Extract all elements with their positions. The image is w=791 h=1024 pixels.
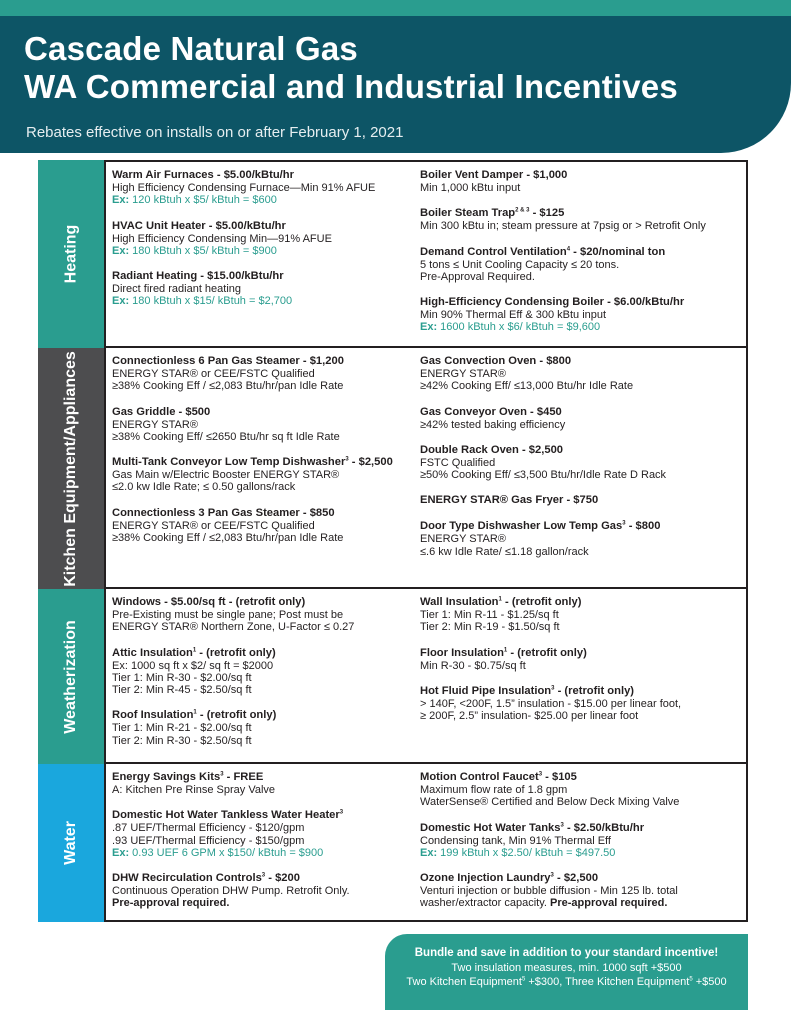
- section-label-heating: Heating: [38, 160, 104, 348]
- incentives-table: [38, 160, 748, 922]
- incentive-title: High-Efficiency Condensing Boiler - $6.00/kBtu/hr: [420, 296, 685, 309]
- incentive-title: Gas Convection Oven - $800: [420, 355, 572, 367]
- incentive-detail: High Efficiency Condensing Furnace—Min 91% AFUE: [112, 182, 376, 194]
- incentive-item: [112, 169, 412, 207]
- incentive-item: [420, 355, 746, 393]
- incentive-detail: Min 1,000 kBtu input: [420, 182, 521, 194]
- incentive-detail: Min 90% Thermal Eff & 300 kBtu input: [420, 309, 607, 322]
- weather-right-column: [420, 596, 746, 735]
- page-title: [24, 30, 678, 106]
- incentive-item: [420, 771, 746, 809]
- incentive-item: [420, 872, 746, 910]
- incentive-detail: Maximum flow rate of 1.8 gpm: [420, 784, 568, 796]
- incentive-item: [420, 520, 746, 558]
- incentive-title: Multi-Tank Conveyor Low Temp Dishwasher$^3$ - $2,500: [112, 456, 393, 469]
- incentive-title: Double Rack Oven - $2,500: [420, 443, 564, 456]
- incentive-item: [420, 296, 746, 334]
- incentive-detail: Gas Main w/Electric Booster ENERGY STAR®: [112, 469, 340, 482]
- incentive-detail: Venturi injection or bubble diffusion - Min 125 lb. total: [420, 885, 678, 898]
- incentive-item: [420, 169, 746, 194]
- incentive-detail: ENERGY STAR® Northern Zone, U-Factor ≤ 0.27: [112, 621, 355, 634]
- incentive-item: [420, 596, 746, 634]
- water-right-column: [420, 771, 746, 923]
- incentive-title: DHW Recirculation Controls$^3$ - $200: [112, 872, 300, 885]
- incentive-detail: .93 UEF/Thermal Efficiency - $150/gpm: [112, 834, 305, 847]
- incentive-detail: Pre-Approval Required.: [420, 270, 535, 283]
- title-line-2: WA Commercial and Industrial Incentives: [24, 68, 678, 105]
- incentive-detail: Continuous Operation DHW Pump. Retrofit Only.: [112, 885, 350, 898]
- incentive-detail: Condensing tank, Min 91% Thermal Eff: [420, 834, 611, 847]
- incentive-detail: ≥42% tested baking efficiency: [420, 418, 566, 431]
- incentive-detail: ≥ 200F, 2.5” insulation- $25.00 per linear foot: [420, 710, 639, 723]
- incentive-detail: > 140F, <200F, 1.5” insulation - $15.00 per linear foot,: [420, 697, 682, 710]
- incentive-item: [112, 809, 412, 859]
- incentive-title: Motion Control Faucet$^3$ - $105: [420, 771, 577, 783]
- section-label-kitchen: Kitchen Equipment/Appliances: [38, 348, 104, 589]
- incentive-detail: ENERGY STAR®: [420, 368, 506, 380]
- incentive-example: Ex: 180 kBtuh x $5/ kBtuh = $900: [112, 244, 277, 257]
- title-line-1: Cascade Natural Gas: [24, 30, 358, 67]
- heating-right-column: [420, 169, 746, 347]
- kitchen-right-column: [420, 355, 746, 571]
- incentive-title: Domestic Hot Water Tankless Water Heater$^3$: [112, 809, 344, 822]
- incentive-detail: WaterSense® Certified and Below Deck Mixing Valve: [420, 796, 680, 809]
- incentive-detail: ENERGY STAR®: [112, 418, 198, 431]
- incentive-detail: ENERGY STAR®: [420, 533, 506, 546]
- incentive-detail: Tier 2: Min R-19 - $1.50/sq ft: [420, 621, 560, 634]
- incentive-item: [112, 507, 412, 545]
- incentive-title: Door Type Dishwasher Low Temp Gas$^3$ - $800: [420, 520, 661, 533]
- water-left-column: [112, 771, 412, 923]
- incentive-title: Energy Savings Kits$^3$ - FREE: [112, 771, 264, 783]
- incentive-item: [420, 246, 746, 284]
- incentive-example: Ex: 180 kBtuh x $15/ kBtuh = $2,700: [112, 295, 293, 308]
- page-header: [0, 16, 791, 153]
- incentive-title: Roof Insulation$^1$ - (retrofit only): [112, 709, 277, 722]
- page-subtitle: Rebates effective on installs on or after February 1, 2021: [26, 124, 404, 141]
- incentive-example: Ex: 199 kBtuh x $2.50/ kBtuh = $497.50: [420, 846, 616, 859]
- incentive-title: Boiler Steam Trap$^{2 \& 3}$ - $125: [420, 207, 565, 220]
- heating-left-column: [112, 169, 412, 321]
- incentive-title: Wall Insulation$^1$ - (retrofit only): [420, 596, 582, 608]
- incentive-title: Connectionless 3 Pan Gas Steamer - $850: [112, 506, 335, 519]
- pre-approval-note: Pre-approval required.: [112, 897, 230, 910]
- incentive-detail: A: Kitchen Pre Rinse Spray Valve: [112, 784, 276, 796]
- incentive-example: Ex: 120 kBtuh x $5/ kBtuh = $600: [112, 194, 277, 207]
- incentive-item: [420, 822, 746, 860]
- incentive-detail: ≥38% Cooking Eff / ≤2,083 Btu/hr/pan Idle Rate: [112, 380, 344, 393]
- incentive-detail: ≥38% Cooking Eff / ≤2,083 Btu/hr/pan Idle Rate: [112, 532, 344, 545]
- incentive-item: [112, 872, 412, 910]
- bundle-callout: [385, 934, 748, 1010]
- incentive-title: HVAC Unit Heater - $5.00/kBtu/hr: [112, 219, 286, 232]
- incentive-title: Gas Conveyor Oven - $450: [420, 405, 562, 418]
- incentive-detail: Tier 2: Min R-30 - $2.50/sq ft: [112, 734, 252, 747]
- incentive-item: [112, 596, 412, 634]
- incentive-item: [420, 444, 746, 482]
- bundle-line-2: Two Kitchen Equipment$^5$ +$300, Three Kitchen Equipment$^5$ +$500: [406, 976, 727, 988]
- incentive-title: ENERGY STAR® Gas Fryer - $750: [420, 494, 599, 507]
- incentive-detail: ENERGY STAR® or CEE/FSTC Qualified: [112, 368, 315, 380]
- incentive-detail: washer/extractor capacity. Pre-approval required.: [420, 897, 668, 910]
- incentive-title: Attic Insulation$^1$ - (retrofit only): [112, 646, 276, 659]
- incentive-item: [112, 355, 412, 393]
- incentive-item: [420, 207, 746, 232]
- kitchen-left-column: [112, 355, 412, 557]
- incentive-title: Windows - $5.00/sq ft - (retrofit only): [112, 596, 306, 608]
- section-water: [38, 764, 748, 922]
- section-weatherization: [38, 589, 748, 764]
- incentive-detail: 5 tons ≤ Unit Cooling Capacity ≤ 20 tons.: [420, 258, 620, 271]
- incentive-item: [112, 270, 412, 308]
- incentive-item: [420, 647, 746, 672]
- incentive-title: Warm Air Furnaces - $5.00/kBtu/hr: [112, 169, 294, 181]
- incentive-detail: ≥38% Cooking Eff/ ≤2650 Btu/hr sq ft Idle Rate: [112, 430, 340, 443]
- incentive-detail: ENERGY STAR® or CEE/FSTC Qualified: [112, 519, 315, 532]
- incentive-title: Connectionless 6 Pan Gas Steamer - $1,200: [112, 355, 344, 367]
- section-heating: [38, 160, 748, 348]
- incentive-detail: ≤2.0 kw Idle Rate; ≤ 0.50 gallons/rack: [112, 481, 296, 494]
- weather-left-column: [112, 596, 412, 760]
- section-label-water: Water: [38, 764, 104, 922]
- incentive-title: Demand Control Ventilation$^4$ - $20/nominal ton: [420, 245, 666, 258]
- bundle-title: Bundle and save in addition to your standard incentive!: [414, 947, 719, 959]
- incentive-title: Ozone Injection Laundry$^3$ - $2,500: [420, 872, 599, 885]
- incentive-title: Boiler Vent Damper - $1,000: [420, 169, 568, 181]
- incentive-detail: ≤.6 kw Idle Rate/ ≤1.18 gallon/rack: [420, 545, 589, 558]
- incentive-detail: Pre-Existing must be single pane; Post must be: [112, 609, 344, 621]
- incentive-title: Domestic Hot Water Tanks$^3$ - $2.50/kBtu/hr: [420, 821, 645, 834]
- incentive-detail: Min 300 kBtu in; steam pressure at 7psig or > Retrofit Only: [420, 220, 706, 233]
- incentive-detail: Tier 2: Min R-45 - $2.50/sq ft: [112, 684, 252, 697]
- incentive-detail: ≥50% Cooking Eff/ ≤3,500 Btu/hr/Idle Rate D Rack: [420, 469, 667, 482]
- incentive-item: [112, 456, 412, 494]
- section-label-weatherization: Weatherization: [38, 589, 104, 764]
- incentive-title: Hot Fluid Pipe Insulation$^3$ - (retrofit only): [420, 684, 635, 697]
- incentive-title: Radiant Heating - $15.00/kBtu/hr: [112, 270, 284, 283]
- incentive-detail: Min R-30 - $0.75/sq ft: [420, 659, 526, 672]
- incentive-detail: Tier 1: Min R-21 - $2.00/sq ft: [112, 722, 252, 735]
- incentive-item: [112, 709, 412, 747]
- incentive-detail: Tier 1: Min R-11 - $1.25/sq ft: [420, 609, 559, 621]
- incentive-item: [112, 220, 412, 258]
- incentive-item: [112, 406, 412, 444]
- incentive-detail: ≥42% Cooking Eff/ ≤13,000 Btu/hr Idle Rate: [420, 380, 634, 393]
- section-kitchen: [38, 348, 748, 589]
- incentive-detail: .87 UEF/Thermal Efficiency - $120/gpm: [112, 822, 305, 835]
- incentive-detail: Tier 1: Min R-30 - $2.00/sq ft: [112, 671, 252, 684]
- incentive-item: [420, 406, 746, 431]
- incentive-example: Ex: 1600 kBtuh x $6/ kBtuh = $9,600: [420, 321, 601, 334]
- incentive-example: Ex: 0.93 UEF 6 GPM x $150/ kBtuh = $900: [112, 846, 324, 859]
- incentive-detail: FSTC Qualified: [420, 456, 496, 469]
- incentive-item: [112, 647, 412, 697]
- incentive-detail: High Efficiency Condensing Min—91% AFUE: [112, 232, 332, 245]
- incentive-item: [112, 771, 412, 796]
- incentive-title: Floor Insulation$^1$ - (retrofit only): [420, 646, 587, 659]
- incentive-detail: Direct fired radiant heating: [112, 283, 242, 296]
- incentive-item: [420, 494, 746, 507]
- incentive-item: [420, 685, 746, 723]
- incentive-title: Gas Griddle - $500: [112, 405, 211, 418]
- top-accent-strip: [0, 0, 791, 16]
- bundle-line-1: Two insulation measures, min. 1000 sqft +$500: [451, 961, 682, 974]
- incentive-detail: Ex: 1000 sq ft x $2/ sq ft = $2000: [112, 659, 274, 672]
